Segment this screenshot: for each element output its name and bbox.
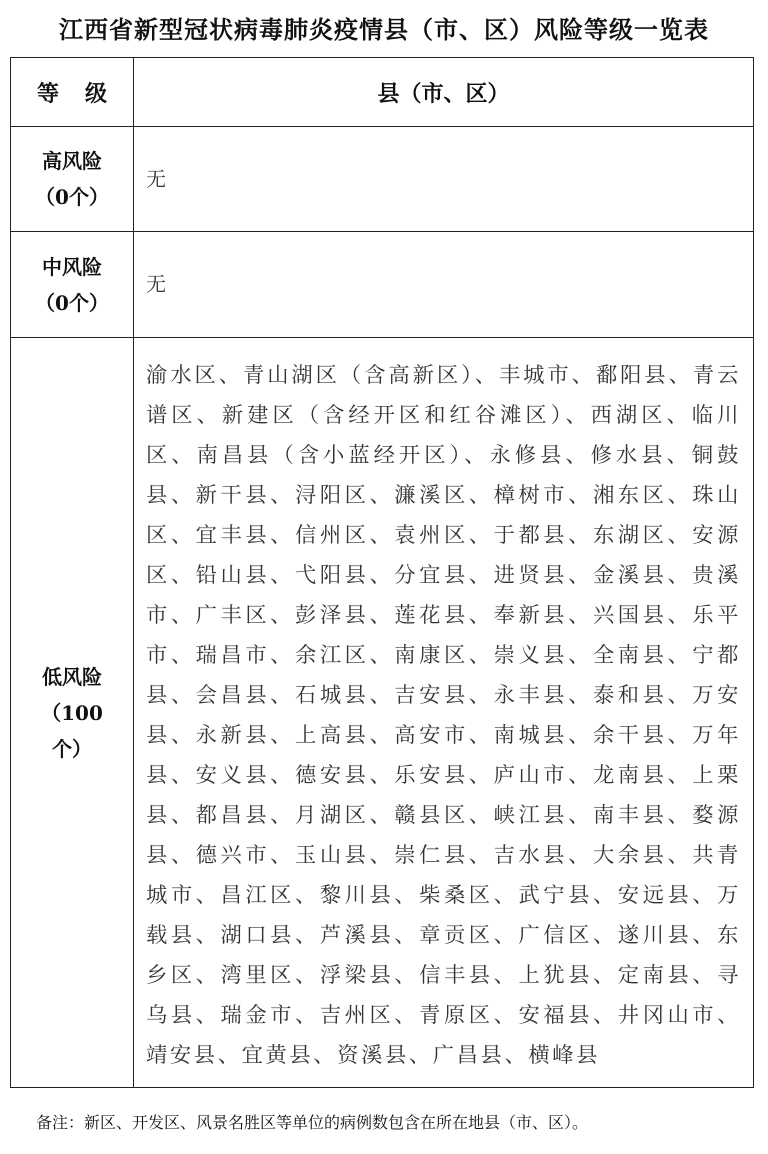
- county-list-low: 渝水区、青山湖区（含高新区）、丰城市、鄱阳县、青云谱区、新建区（含经开区和红谷滩区）、西湖区、临川区、南昌县（含小蓝经开区）、永修县、修水县、铜鼓县、新干县、浔阳区、濂溪区、樟树市、湘东区、珠山区、宜丰县、信州区、袁州区、于都县、东湖区、安源区、铅山县、弋阳县、分宜县、进贤县、金溪县、贵溪市、广丰区、彭泽县、莲花县、奉新县、兴国县、乐平市、瑞昌市、余江区、南康区、崇义县、全南县、宁都县、会昌县、石城县、吉安县、永丰县、泰和县、万安县、永新县、上高县、高安市、南城县、余干县、万年县、安义县、德安县、乐安县、庐山市、龙南县、上栗县、都昌县、月湖区、赣县区、峡江县、南丰县、婺源县、德兴市、玉山县、崇仁县、吉水县、大余县、共青城市、昌江区、黎川县、柴桑区、武宁县、安远县、万载县、湖口县、芦溪县、章贡区、广信区、遂川县、东乡区、湾里区、浮梁县、信丰县、上犹县、定南县、寻乌县、瑞金市、吉州区、青原区、安福县、井冈山市、靖安县、宜黄县、资溪县、广昌县、横峰县: [146, 363, 741, 1068]
- level-count-low-number: （100: [41, 700, 103, 725]
- risk-level-table: [10, 57, 754, 1088]
- county-list-medium: 无: [146, 272, 166, 296]
- page-title: 江西省新型冠状病毒肺炎疫情县（市、区）风险等级一览表: [59, 15, 709, 44]
- level-count-medium: （0个）: [35, 290, 109, 315]
- level-count-low-unit: 个）: [52, 736, 92, 761]
- county-cell-high: [134, 127, 754, 232]
- county-list-high: 无: [146, 167, 166, 191]
- level-label-high: 高风险: [42, 149, 102, 173]
- header-counties: 县（市、区）: [134, 58, 754, 127]
- level-label-medium: 中风险: [42, 254, 102, 279]
- level-cell-high: [11, 127, 134, 232]
- level-label-low: 低风险: [42, 664, 102, 689]
- level-cell-low: [11, 338, 134, 1088]
- level-count-high: （0个）: [35, 185, 109, 209]
- table-row-medium-risk: [11, 232, 754, 338]
- footnote: 备注：新区、开发区、风景名胜区等单位的病例数包含在所在地县（市、区）。: [36, 1113, 589, 1132]
- county-cell-medium: [134, 232, 754, 338]
- table-row-high-risk: [11, 127, 754, 232]
- county-cell-low: [134, 338, 754, 1088]
- header-level: 等级: [11, 58, 134, 127]
- table-row-low-risk: [11, 338, 754, 1088]
- table-header-row: [11, 58, 754, 127]
- level-cell-medium: [11, 232, 134, 338]
